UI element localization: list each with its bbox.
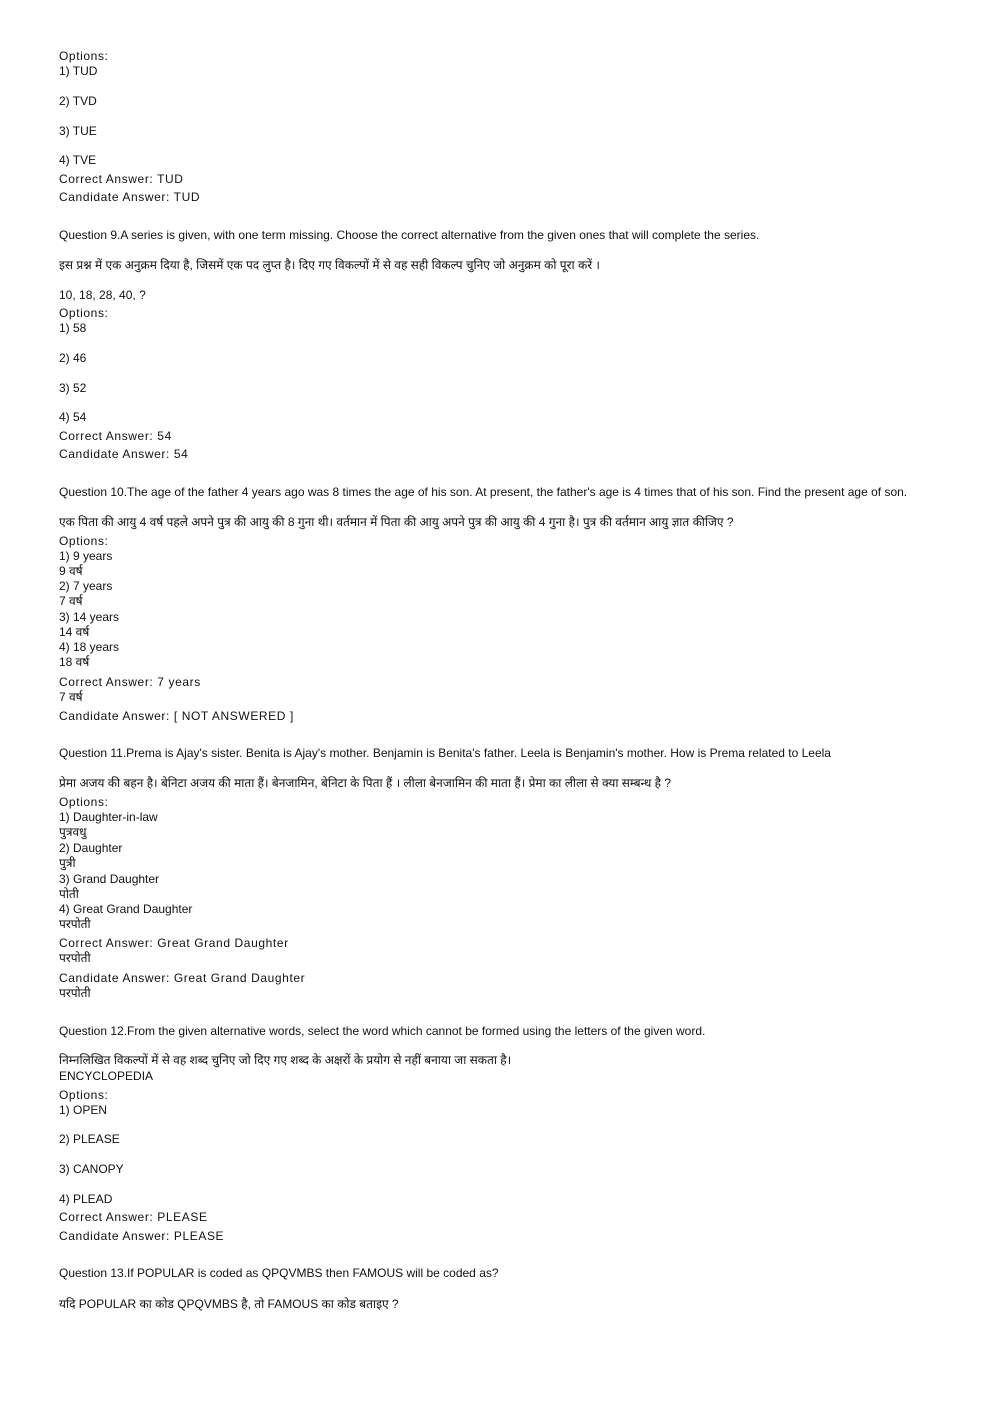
candidate-answer: Candidate Answer: PLEASE [59, 1229, 225, 1243]
option-item: 2) TVD [59, 94, 97, 108]
question-text: Question 13.If POPULAR is coded as QPQVMBS then FAMOUS will be coded as? [59, 1266, 499, 1280]
hindi-text: इस प्रश्न में एक अनुक्रम दिया है, जिसमें एक पद लुप्त है। दिए गए विकल्पों में से वह सही विकल्प चुनिए जो अनुक्रम को पूरा करें । [59, 258, 600, 272]
option-item: 1) Daughter-in-law [59, 810, 158, 824]
hindi-text: यदि POPULAR का कोड QPQVMBS है, तो FAMOUS का कोड बताइए ? [59, 1297, 399, 1311]
option-item: 2) Daughter [59, 841, 123, 855]
options-label: Options: [59, 306, 109, 320]
option-item: 1) OPEN [59, 1103, 108, 1117]
option-item: 2) PLEASE [59, 1132, 120, 1146]
correct-answer: Correct Answer: Great Grand Daughter [59, 936, 289, 950]
option-item: 4) 54 [59, 410, 87, 424]
option-item: 3) CANOPY [59, 1162, 124, 1176]
question-text: Question 9.A series is given, with one term missing. Choose the correct alternative from the given ones that will complete the series. [59, 228, 760, 242]
option-item: 3) TUE [59, 124, 97, 138]
candidate-answer: Candidate Answer: [ NOT ANSWERED ] [59, 709, 294, 723]
hindi-text: 14 वर्ष [59, 625, 90, 639]
option-item: 4) PLEAD [59, 1192, 113, 1206]
option-item: 4) 18 years [59, 640, 120, 654]
options-label: Options: [59, 534, 109, 548]
hindi-text: 7 वर्ष [59, 690, 83, 704]
option-item: 4) TVE [59, 153, 97, 167]
option-item: 3) Grand Daughter [59, 872, 160, 886]
hindi-text: 18 वर्ष [59, 655, 90, 669]
hindi-text: परपोती [59, 986, 91, 1000]
option-item: 3) 14 years [59, 610, 120, 624]
hindi-text: परपोती [59, 917, 91, 931]
text-line: 10, 18, 28, 40, ? [59, 288, 146, 302]
candidate-answer: Candidate Answer: 54 [59, 447, 189, 461]
hindi-text: पुत्री [59, 856, 76, 870]
correct-answer: Correct Answer: 54 [59, 429, 172, 443]
question-text: Question 10.The age of the father 4 years ago was 8 times the age of his son. At present, the father's age is 4 times that of his son. Find the present age of son. [59, 485, 908, 499]
candidate-answer: Candidate Answer: Great Grand Daughter [59, 971, 306, 985]
hindi-text: प्रेमा अजय की बहन है। बेनिटा अजय की माता हैं। बेनजामिन, बेनिटा के पिता हैं । लीला बेनजामिन की माता हैं। प्रेमा का लीला से क्या सम्बन्ध है ? [59, 776, 672, 790]
option-item: 1) 58 [59, 321, 87, 335]
hindi-text: एक पिता की आयु 4 वर्ष पहले अपने पुत्र की आयु की 8 गुना थी। वर्तमान में पिता की आयु अपने पुत्र की आयु की 4 गुना है। पुत्र की वर्तमान आयु ज्ञात कीजिए ? [59, 515, 734, 529]
hindi-text: निम्नलिखित विकल्पों में से वह शब्द चुनिए जो दिए गए शब्द के अक्षरों के प्रयोग से नहीं बनाया जा सकता है। [59, 1053, 512, 1067]
option-item: 2) 7 years [59, 579, 113, 593]
correct-answer: Correct Answer: 7 years [59, 675, 201, 689]
candidate-answer: Candidate Answer: TUD [59, 190, 201, 204]
option-item: 1) 9 years [59, 549, 113, 563]
option-item: 2) 46 [59, 351, 87, 365]
hindi-text: 9 वर्ष [59, 564, 83, 578]
options-label: Options: [59, 49, 109, 63]
text-line: ENCYCLOPEDIA [59, 1069, 154, 1083]
hindi-text: 7 वर्ष [59, 594, 83, 608]
hindi-text: पुत्रवधु [59, 825, 87, 839]
question-text: Question 11.Prema is Ajay's sister. Benita is Ajay's mother. Benjamin is Benita's father. Leela is Benjamin's mother. How is Prema related to Leela [59, 746, 831, 760]
question-text: Question 12.From the given alternative words, select the word which cannot be formed using the letters of the given word. [59, 1024, 706, 1038]
option-item: 3) 52 [59, 381, 87, 395]
hindi-text: परपोती [59, 951, 91, 965]
correct-answer: Correct Answer: PLEASE [59, 1210, 208, 1224]
correct-answer: Correct Answer: TUD [59, 172, 184, 186]
options-label: Options: [59, 1088, 109, 1102]
hindi-text: पोती [59, 887, 79, 901]
option-item: 1) TUD [59, 64, 98, 78]
options-label: Options: [59, 795, 109, 809]
option-item: 4) Great Grand Daughter [59, 902, 193, 916]
